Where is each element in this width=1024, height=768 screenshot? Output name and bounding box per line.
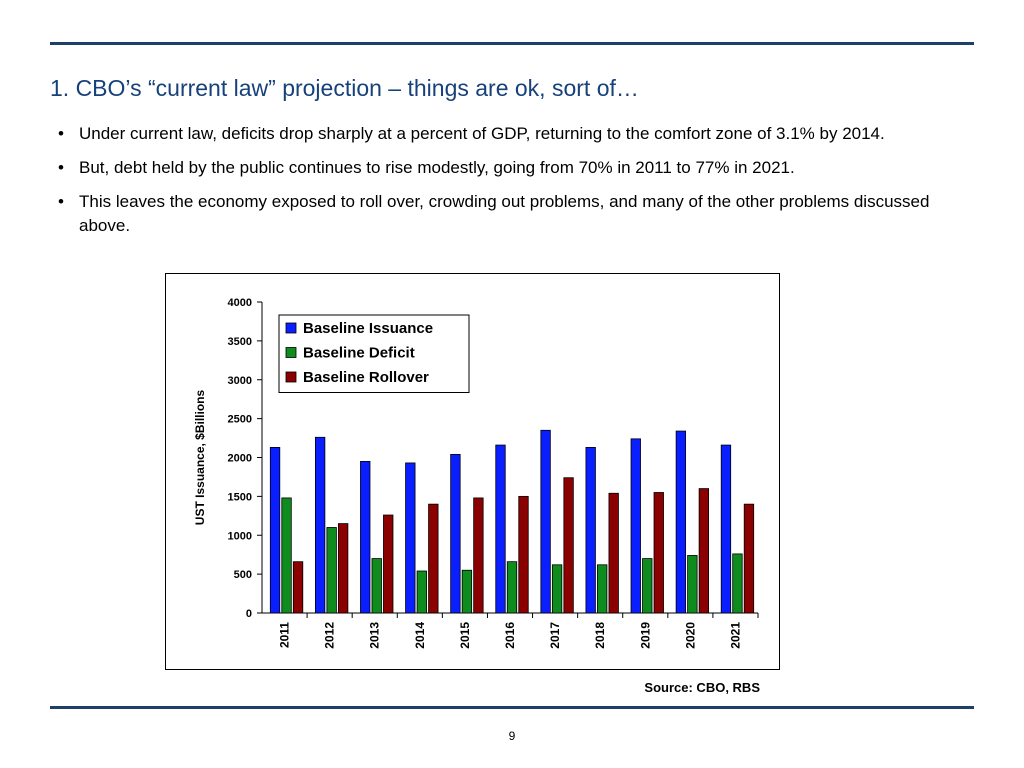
- legend-swatch: [286, 372, 296, 382]
- bar-baseline-issuance: [406, 463, 416, 613]
- y-tick-label: 1000: [227, 530, 252, 543]
- bar-baseline-issuance: [721, 445, 731, 613]
- bar-baseline-rollover: [699, 489, 709, 613]
- bullet-text: This leaves the economy exposed to roll over, crowding out problems, and many of the other problems discussed above.: [79, 192, 930, 235]
- legend-swatch: [286, 323, 296, 333]
- bar-baseline-issuance: [496, 445, 506, 613]
- y-tick-label: 3500: [227, 335, 252, 348]
- bar-baseline-deficit: [688, 555, 698, 613]
- bar-baseline-issuance: [631, 439, 641, 613]
- x-tick-label: 2013: [367, 622, 382, 649]
- bar-baseline-deficit: [733, 554, 743, 613]
- x-tick-label: 2021: [728, 622, 743, 649]
- y-tick-label: 3000: [227, 374, 252, 387]
- bar-baseline-issuance: [451, 454, 461, 613]
- bar-baseline-deficit: [597, 565, 607, 613]
- y-axis-title: UST Issuance, $Billions: [193, 389, 207, 526]
- bar-baseline-rollover: [609, 493, 619, 613]
- bar-baseline-deficit: [643, 559, 653, 613]
- legend-label: Baseline Issuance: [303, 320, 434, 337]
- x-tick-label: 2016: [503, 622, 517, 649]
- bullet-text: Under current law, deficits drop sharply at a percent of GDP, returning to the comfort zone of 3.1% by 2014.: [79, 124, 885, 143]
- y-tick-label: 2500: [227, 413, 252, 426]
- bar-baseline-deficit: [327, 527, 337, 613]
- x-tick-label: 2012: [322, 622, 337, 649]
- bullet-marker: •: [58, 124, 64, 143]
- y-tick-label: 0: [245, 608, 252, 620]
- y-tick-label: 500: [233, 569, 252, 582]
- bar-baseline-deficit: [462, 570, 472, 613]
- x-tick-label: 2015: [457, 622, 472, 649]
- source-note: Source: CBO, RBS: [644, 680, 760, 695]
- bar-baseline-issuance: [315, 437, 325, 613]
- bullet-list: [58, 122, 958, 248]
- x-tick-label: 2018: [593, 622, 608, 649]
- x-tick-label: 2019: [638, 622, 653, 649]
- top-divider-rule: [50, 42, 974, 45]
- bullet-item: [58, 190, 958, 238]
- bar-baseline-rollover: [744, 504, 754, 613]
- bar-baseline-rollover: [654, 492, 664, 613]
- bar-baseline-deficit: [372, 559, 382, 613]
- bar-baseline-rollover: [383, 515, 393, 613]
- y-tick-label: 4000: [227, 297, 252, 309]
- bar-baseline-deficit: [552, 565, 562, 613]
- bar-baseline-issuance: [586, 447, 596, 613]
- bar-baseline-issuance: [676, 431, 686, 613]
- bottom-divider-rule: [50, 706, 974, 709]
- bar-baseline-deficit: [417, 571, 427, 613]
- y-tick-label: 2000: [227, 452, 252, 465]
- bar-baseline-rollover: [429, 504, 439, 613]
- bar-baseline-issuance: [270, 447, 280, 613]
- x-tick-label: 2014: [412, 622, 427, 649]
- bullet-text: But, debt held by the public continues to rise modestly, going from 70% in 2011 to 77% in 2021.: [79, 158, 795, 177]
- issuance-bar-chart: [166, 274, 778, 668]
- bullet-item: [58, 122, 958, 146]
- y-tick-label: 1500: [227, 491, 252, 504]
- bar-baseline-rollover: [338, 524, 348, 613]
- x-tick-label: 2017: [548, 622, 563, 649]
- x-tick-label: 2020: [683, 622, 698, 649]
- bar-baseline-rollover: [564, 478, 574, 613]
- page-number: 9: [508, 729, 516, 743]
- bar-baseline-issuance: [541, 430, 551, 613]
- chart-frame: [165, 273, 780, 670]
- bar-baseline-rollover: [293, 562, 303, 613]
- bar-baseline-rollover: [519, 496, 529, 613]
- legend-label: Baseline Rollover: [303, 369, 429, 386]
- x-tick-label: 2011: [277, 622, 292, 649]
- bullet-item: [58, 156, 958, 180]
- bar-baseline-rollover: [474, 498, 484, 613]
- slide-title: 1. CBO’s “current law” projection – things are ok, sort of…: [50, 75, 639, 101]
- legend-swatch: [286, 348, 296, 358]
- legend-label: Baseline Deficit: [303, 344, 415, 362]
- bullet-marker: •: [58, 158, 64, 177]
- bar-baseline-deficit: [282, 498, 292, 613]
- bullet-marker: •: [58, 192, 64, 211]
- bar-baseline-deficit: [507, 562, 517, 613]
- bar-baseline-issuance: [360, 461, 370, 613]
